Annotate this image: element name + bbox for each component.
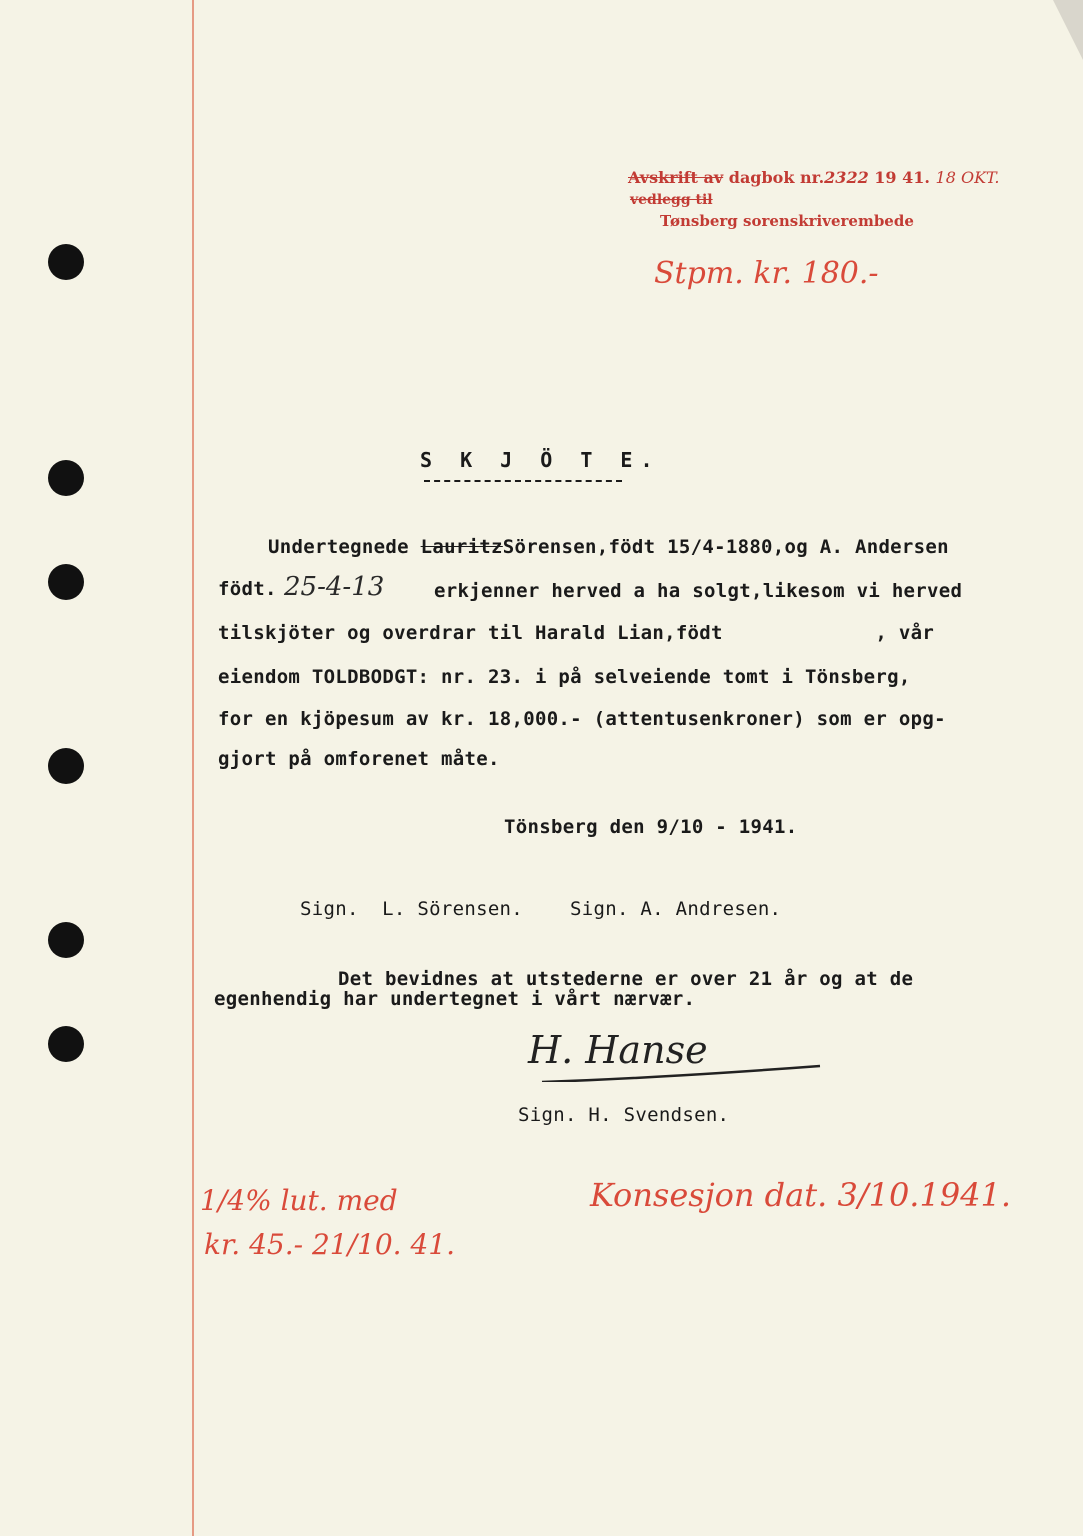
title-underline [424, 480, 622, 482]
body-text: Undertegnede [268, 536, 421, 558]
signatures-line: Sign. L. Sörensen. Sign. A. Andresen. [300, 898, 782, 920]
stamp-year: 19 41. [874, 168, 930, 187]
registry-stamp-line1 [628, 168, 999, 187]
document-title: S K J Ö T E. [420, 448, 661, 472]
handwritten-birthdate: 25-4-13 [284, 572, 385, 602]
punch-hole [48, 460, 84, 496]
red-note-left-line1: 1/4% lut. med [200, 1184, 398, 1217]
punch-hole [48, 748, 84, 784]
witness-typed-name: Sign. H. Svendsen. [518, 1104, 730, 1126]
margin-line [192, 0, 194, 1536]
body-line-2-rest: erkjenner herved a ha solgt,likesom vi herved [434, 580, 963, 602]
stamp-number: 2322 [824, 168, 869, 187]
punch-hole [48, 922, 84, 958]
witness-signature [520, 1022, 708, 1072]
body-line-5: for en kjöpesum av kr. 18,000.- (attentusenkroner) som er opg- [218, 708, 946, 730]
red-note-concession: Konsesjon dat. 3/10.1941. [590, 1176, 1012, 1214]
attestation-line-1: Det bevidnes at utstederne er over 21 år og at de [338, 968, 914, 990]
place-date: Tönsberg den 9/10 - 1941. [504, 816, 798, 838]
struck-name: Lauritz [420, 536, 503, 558]
body-line-1 [268, 536, 949, 558]
handwritten-fee: Stpm. kr. 180.- [654, 256, 879, 291]
folded-corner [1053, 0, 1083, 60]
body-text: Sörensen,födt 15/4-1880,og A. Andersen [502, 536, 949, 558]
punch-hole [48, 564, 84, 600]
body-line-4: eiendom TOLDBODGT: nr. 23. i på selveiende tomt i Tönsberg, [218, 666, 911, 688]
body-line-3: tilskjöter og overdrar til Harald Lian,födt , vår [218, 622, 935, 644]
stamp-text: dagbok nr. [728, 168, 825, 187]
stamp-date: 18 OKT. [935, 168, 1000, 187]
registry-stamp-line2: Tønsberg sorenskriverembede [660, 212, 914, 230]
body-line-6: gjort på omforenet måte. [218, 748, 500, 770]
stamp-struck-text: Avskrift av [628, 168, 724, 187]
body-text: födt. [218, 578, 277, 600]
signature-flourish [520, 1022, 830, 1082]
body-line-2 [218, 578, 277, 600]
punch-hole [48, 244, 84, 280]
punch-hole [48, 1026, 84, 1062]
stamp-struck-text-2: vedlegg til [630, 192, 713, 208]
signature-text: H. Hanse [528, 1028, 708, 1072]
red-note-left-line2: kr. 45.- 21/10. 41. [204, 1228, 455, 1261]
attestation-line-2: egenhendig har undertegnet i vårt nærvær. [214, 988, 696, 1010]
